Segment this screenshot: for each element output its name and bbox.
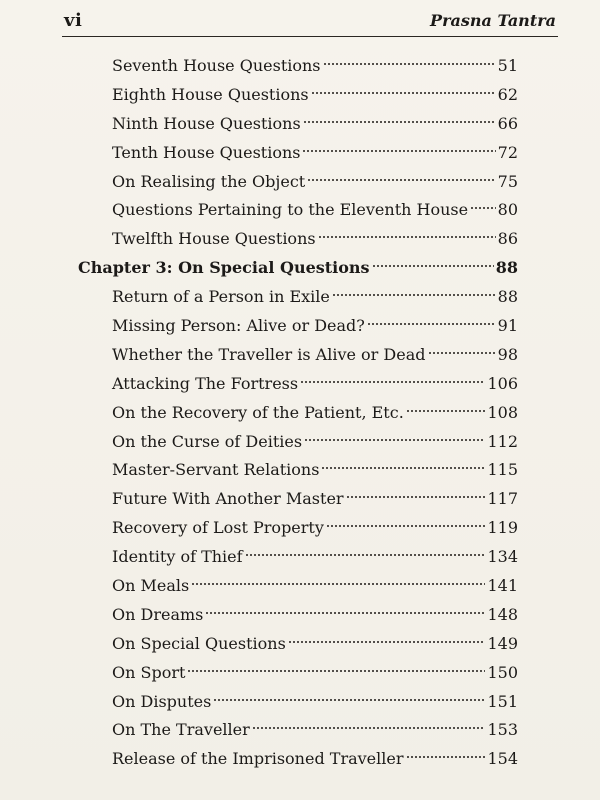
toc-entry	[78, 196, 518, 225]
toc-entry	[78, 688, 518, 717]
dot-leader	[288, 639, 486, 645]
dot-leader	[346, 494, 486, 500]
toc-entry-title: On Meals	[112, 576, 190, 596]
toc-entry-title: Chapter 3: On Special Questions	[78, 258, 370, 278]
dot-leader	[303, 119, 496, 125]
dot-leader	[372, 263, 494, 269]
toc-entry-page: 117	[487, 489, 518, 509]
dot-leader	[470, 205, 496, 211]
dot-leader	[245, 552, 486, 558]
toc-entry-title: Identity of Thief	[112, 547, 243, 567]
toc-entry-title: On the Curse of Deities	[112, 431, 303, 451]
toc-entry-title: Twelfth House Questions	[112, 229, 316, 249]
dot-leader	[311, 90, 496, 96]
toc-entry	[78, 601, 518, 630]
toc-entry	[78, 659, 518, 688]
toc-entry	[78, 168, 518, 197]
toc-entry-title: Return of a Person in Exile	[112, 287, 330, 307]
toc-entry-page: 115	[487, 460, 518, 480]
toc-entry	[78, 312, 518, 341]
toc-entry-title: On Dreams	[112, 604, 204, 624]
toc-entry	[78, 81, 518, 110]
dot-leader	[406, 754, 486, 760]
toc-entry	[78, 572, 518, 601]
toc-entry	[78, 745, 518, 774]
dot-leader	[304, 437, 485, 443]
toc-entry-page: 80	[497, 200, 518, 220]
toc-entry-title: On Realising the Object	[112, 171, 306, 191]
toc-entry-title: On Sport	[112, 662, 186, 682]
toc-entry	[78, 110, 518, 139]
toc-entry	[78, 630, 518, 659]
toc-entry-page: 86	[497, 229, 518, 249]
toc-entry-page: 62	[497, 84, 518, 104]
dot-leader	[302, 148, 495, 154]
toc-entry-page: 72	[497, 142, 518, 162]
toc-entry-page: 88	[495, 258, 518, 278]
dot-leader	[187, 668, 485, 674]
page-header	[62, 8, 558, 37]
toc-entry-page: 66	[497, 113, 518, 133]
toc-entry-page: 150	[487, 662, 518, 682]
toc-entry-title: Eighth House Questions	[112, 84, 309, 104]
toc-entry-page: 88	[497, 287, 518, 307]
dot-leader	[323, 61, 496, 67]
toc-entry-title: Master-Servant Relations	[112, 460, 320, 480]
toc-entry	[78, 716, 518, 745]
toc-entry-page: 51	[497, 56, 518, 75]
page-number: vi	[64, 10, 83, 31]
toc-entry-page: 154	[487, 749, 518, 769]
toc-entry-page: 91	[497, 316, 518, 336]
dot-leader	[213, 697, 485, 703]
toc-entry-title: Questions Pertaining to the Eleventh House	[112, 200, 469, 220]
dot-leader	[318, 234, 496, 240]
dot-leader	[326, 523, 486, 529]
running-title: Prasna Tantra	[430, 11, 556, 30]
toc-entry-page: 134	[487, 547, 518, 567]
dot-leader	[205, 610, 485, 616]
toc-chapter-entry	[78, 254, 518, 283]
toc-entry	[78, 456, 518, 485]
toc-entry-title: On the Recovery of the Patient, Etc.	[112, 402, 404, 422]
toc-entry-page: 153	[487, 720, 518, 740]
dot-leader	[321, 465, 485, 471]
toc-entry-page: 151	[487, 691, 518, 711]
toc-entry-title: Future With Another Master	[112, 489, 344, 509]
table-of-contents	[78, 52, 518, 774]
toc-entry-title: Missing Person: Alive or Dead?	[112, 316, 365, 336]
toc-entry	[78, 139, 518, 168]
toc-entry	[78, 514, 518, 543]
toc-entry	[78, 428, 518, 457]
toc-entry-page: 149	[487, 633, 518, 653]
toc-entry	[78, 485, 518, 514]
toc-entry-page: 141	[487, 576, 518, 596]
toc-entry-page: 112	[487, 431, 518, 451]
toc-entry	[78, 341, 518, 370]
toc-entry-title: Seventh House Questions	[112, 56, 321, 75]
toc-entry	[78, 52, 518, 81]
toc-entry-title: On Disputes	[112, 691, 212, 711]
toc-entry	[78, 370, 518, 399]
toc-entry	[78, 543, 518, 572]
toc-entry	[78, 225, 518, 254]
toc-entry-page: 108	[487, 402, 518, 422]
toc-entry-title: Recovery of Lost Property	[112, 518, 324, 538]
dot-leader	[332, 292, 496, 298]
dot-leader	[191, 581, 485, 587]
toc-entry-page: 119	[487, 518, 518, 538]
toc-entry	[78, 283, 518, 312]
toc-entry-page: 75	[497, 171, 518, 191]
toc-entry-page: 148	[487, 604, 518, 624]
toc-entry-title: Attacking The Fortress	[112, 373, 299, 393]
dot-leader	[252, 725, 486, 731]
toc-entry	[78, 399, 518, 428]
toc-entry-page: 98	[497, 344, 518, 364]
toc-entry-title: On The Traveller	[112, 720, 250, 740]
toc-entry-title: Ninth House Questions	[112, 113, 301, 133]
toc-entry-title: Release of the Imprisoned Traveller	[112, 749, 404, 769]
dot-leader	[300, 379, 485, 385]
toc-entry-title: Whether the Traveller is Alive or Dead	[112, 344, 426, 364]
dot-leader	[367, 321, 496, 327]
dot-leader	[428, 350, 496, 356]
dot-leader	[307, 177, 495, 183]
toc-entry-title: Tenth House Questions	[112, 142, 301, 162]
toc-entry-page: 106	[487, 373, 518, 393]
dot-leader	[406, 408, 486, 414]
toc-entry-title: On Special Questions	[112, 633, 286, 653]
